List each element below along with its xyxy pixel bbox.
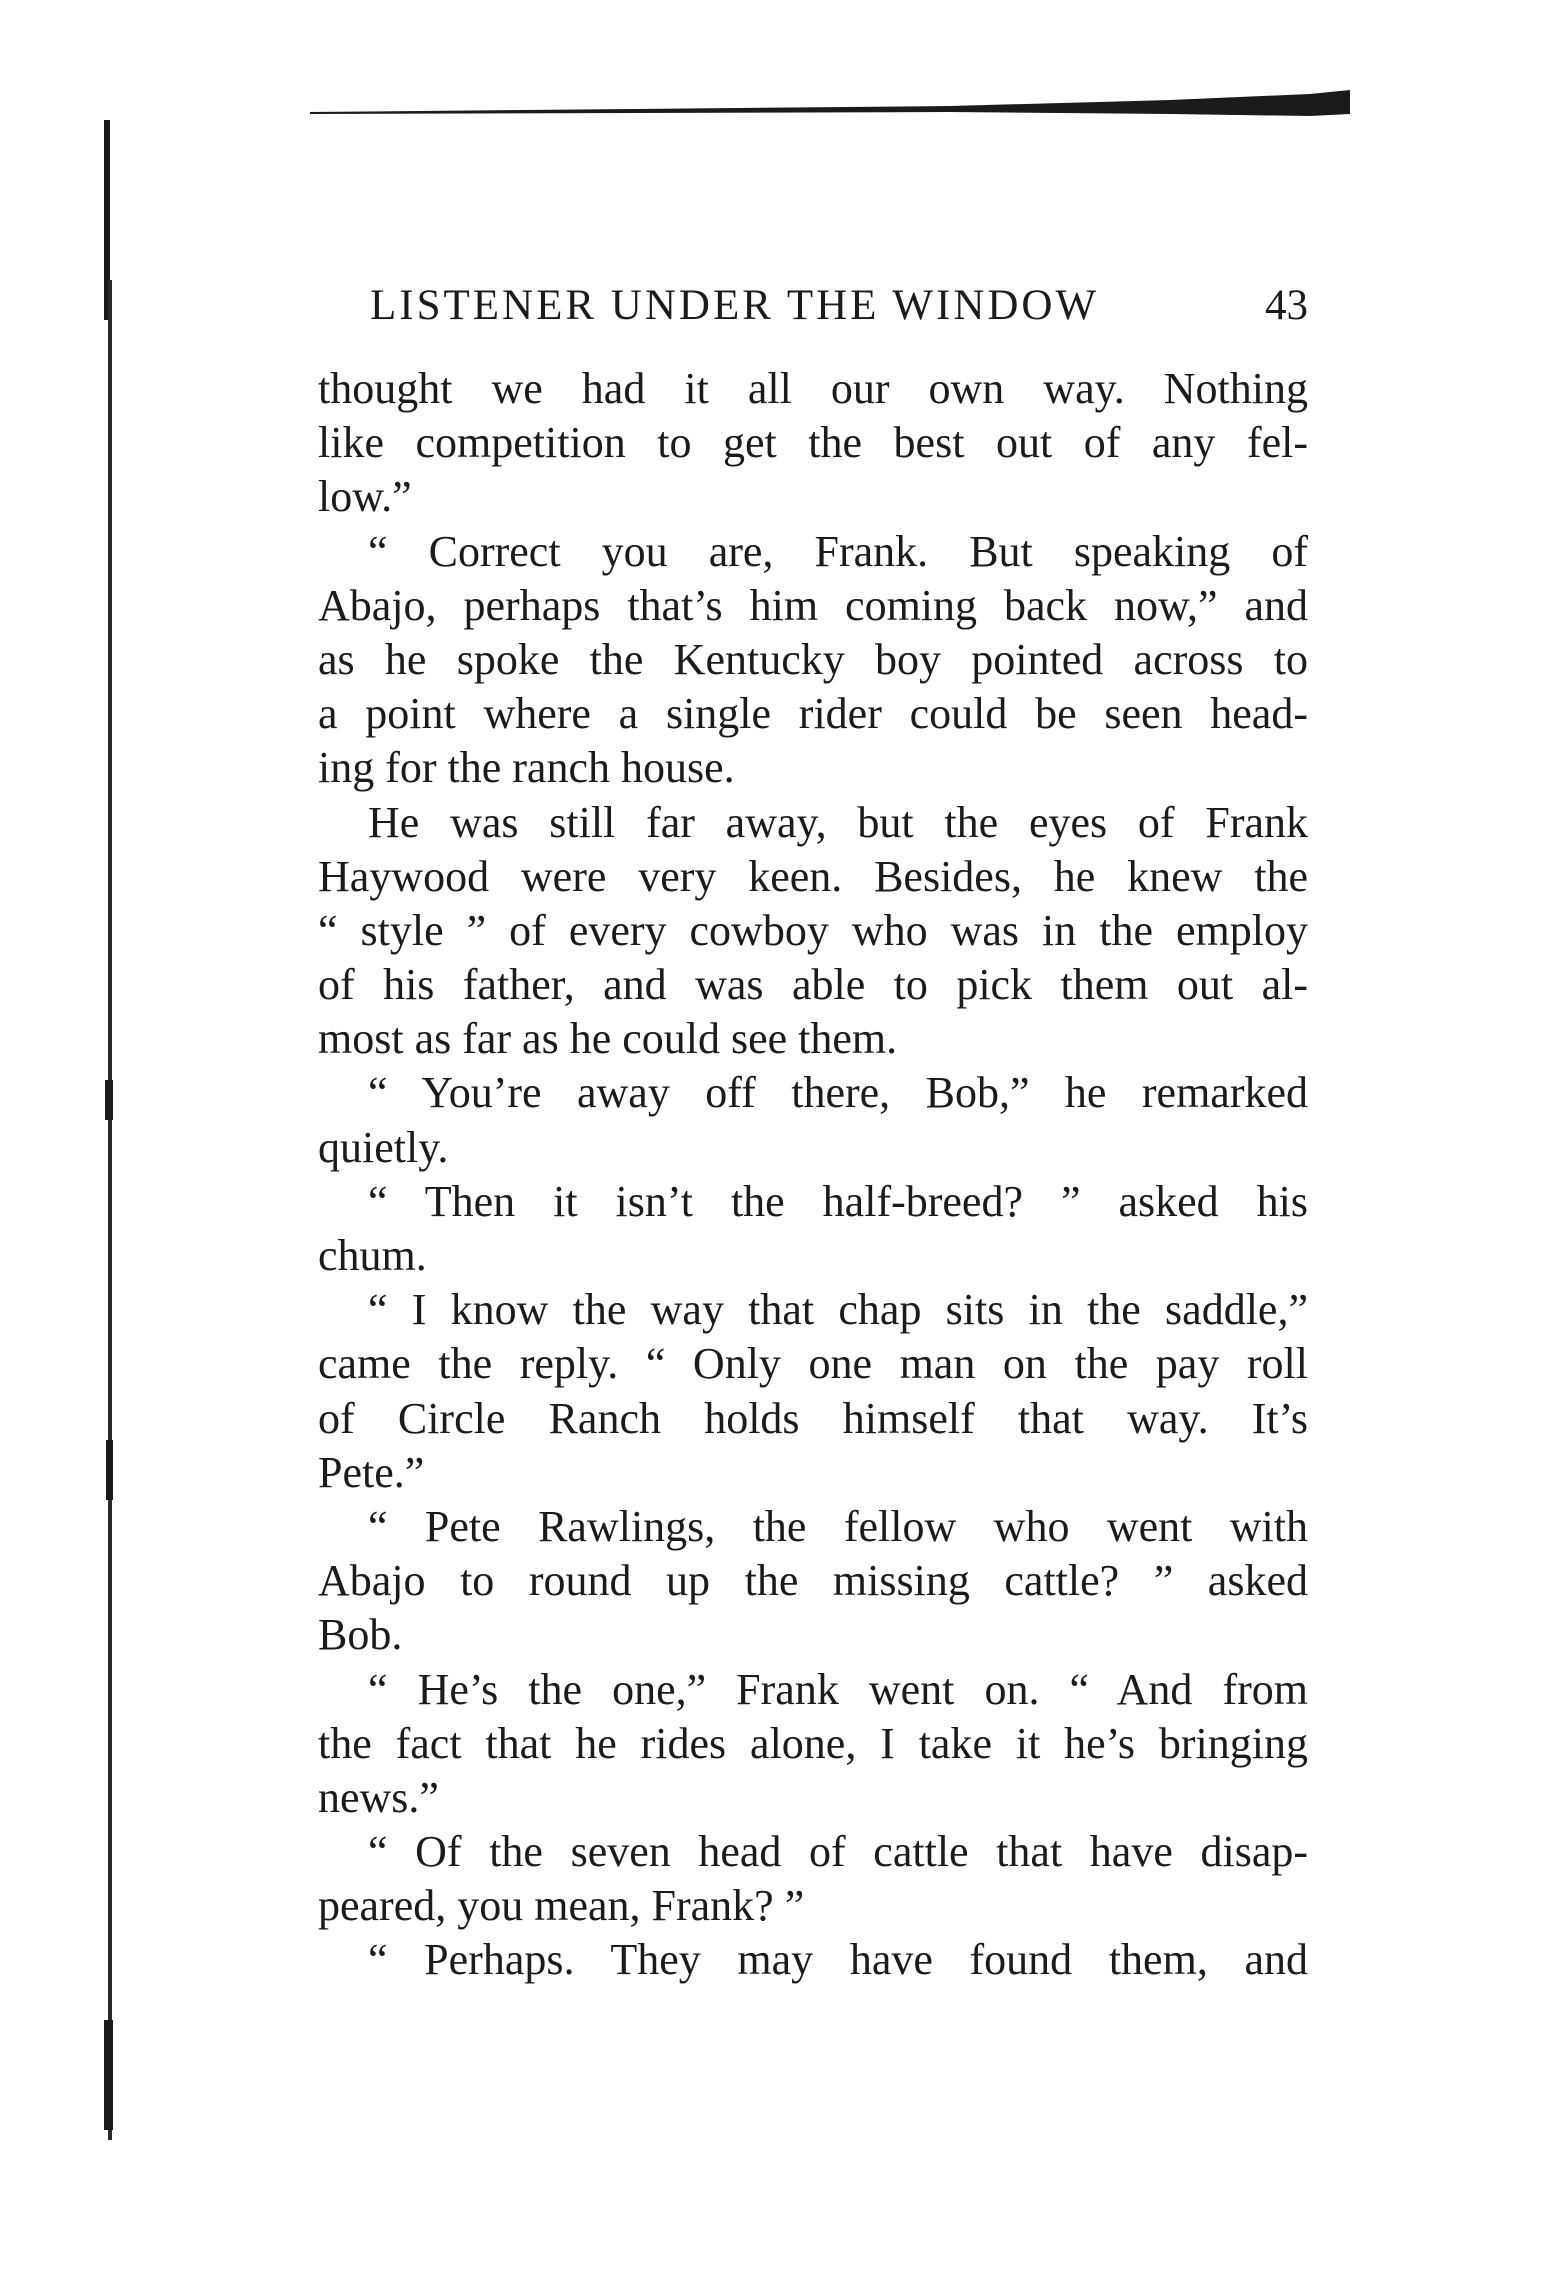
- text-line: thought we had it all our own way. Nothing: [318, 364, 1308, 413]
- text-line: the fact that he rides alone, I take it he’s bringing: [318, 1718, 1308, 1768]
- page-number: 43: [1265, 282, 1308, 329]
- text-line: “ Then it isn’t the half-breed? ” asked his: [368, 1176, 1308, 1226]
- text-line: “ He’s the one,” Frank went on. “ And from: [368, 1664, 1308, 1714]
- text-line: peared, you mean, Frank? ”: [318, 1881, 805, 1931]
- running-head: [370, 278, 1308, 334]
- text-line: Bob.: [318, 1610, 403, 1660]
- text-line: Abajo to round up the missing cattle? ” asked: [318, 1556, 1308, 1606]
- text-line: “ Perhaps. They may have found them, and: [368, 1935, 1308, 1985]
- text-line: “ style ” of every cowboy who was in the employ: [318, 905, 1308, 955]
- text-line: of his father, and was able to pick them out al-: [318, 960, 1308, 1010]
- binding-edge-mark: [100, 120, 130, 2140]
- text-line: He was still far away, but the eyes of Frank: [368, 797, 1308, 847]
- text-line: a point where a single rider could be seen head-: [318, 689, 1308, 739]
- text-line: ing for the ranch house.: [318, 743, 735, 793]
- text-line: like competition to get the best out of any fel-: [318, 418, 1308, 468]
- text-line: low.”: [318, 472, 412, 522]
- text-line: Pete.”: [318, 1447, 425, 1497]
- text-line: of Circle Ranch holds himself that way. It’s: [318, 1393, 1308, 1443]
- text-line: “ You’re away off there, Bob,” he remarked: [368, 1068, 1308, 1118]
- chapter-title: LISTENER UNDER THE WINDOW: [370, 282, 1100, 329]
- text-line: came the reply. “ Only one man on the pay roll: [318, 1339, 1308, 1389]
- text-line: Abajo, perhaps that’s him coming back now,” and: [318, 580, 1308, 630]
- text-line: news.”: [318, 1772, 439, 1822]
- text-line: chum.: [318, 1231, 427, 1280]
- top-scan-rule: [310, 90, 1350, 124]
- text-line: quietly.: [318, 1122, 449, 1172]
- text-line: “ I know the way that chap sits in the saddle,”: [368, 1285, 1308, 1335]
- body-text: [318, 362, 1308, 1988]
- text-line: most as far as he could see them.: [318, 1014, 898, 1064]
- text-line: “ Pete Rawlings, the fellow who went with: [368, 1501, 1308, 1551]
- text-line: “ Of the seven head of cattle that have disap-: [368, 1827, 1308, 1877]
- text-line: “ Correct you are, Frank. But speaking of: [368, 526, 1308, 576]
- text-line: Haywood were very keen. Besides, he knew the: [318, 851, 1308, 901]
- text-line: as he spoke the Kentucky boy pointed across to: [318, 634, 1308, 684]
